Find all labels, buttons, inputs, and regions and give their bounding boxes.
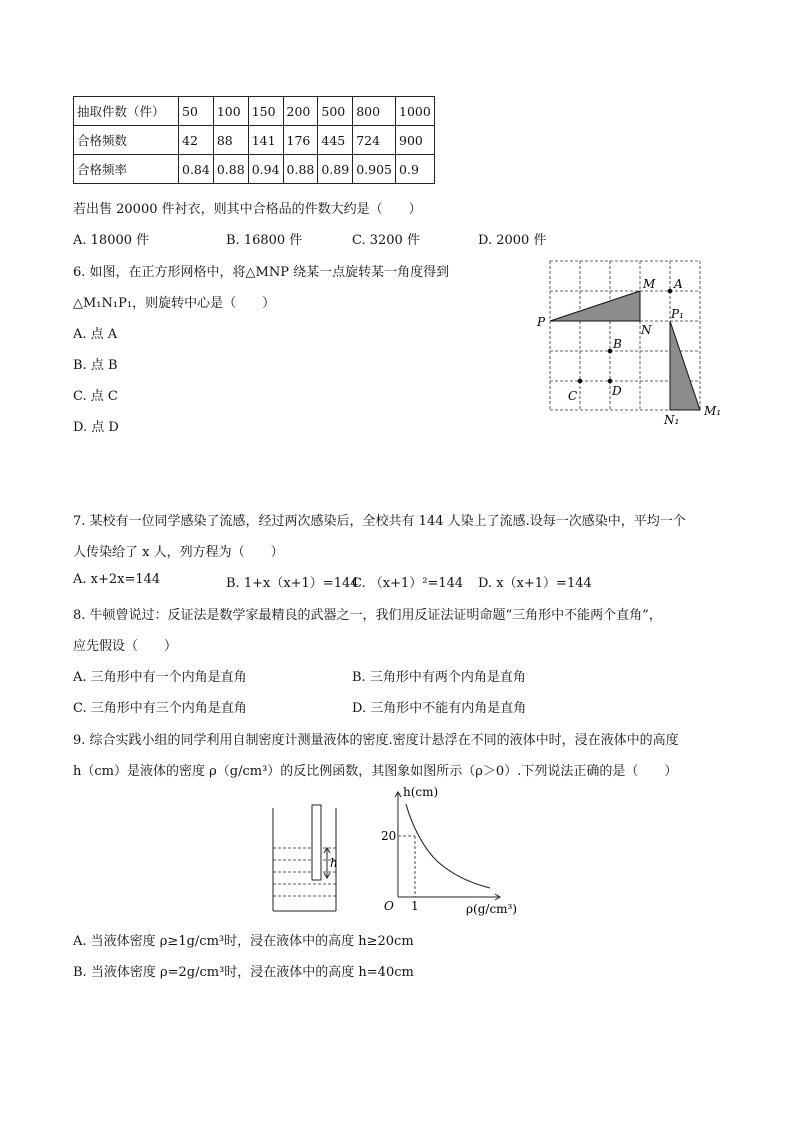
table-cell: 0.88 xyxy=(213,155,248,184)
hydrometer-figure xyxy=(265,800,345,915)
point-c xyxy=(578,379,583,384)
inverse-function-graph xyxy=(375,780,525,920)
q8-stem-line2: 应先假设（ ） xyxy=(73,639,178,654)
label-b: B xyxy=(613,337,622,351)
q9-stem-line1: 9. 综合实践小组的同学利用自制密度计测量液体的密度.密度计悬浮在不同的液体中时，浸在液体中的高度 xyxy=(73,733,679,748)
hydrometer-tube xyxy=(312,805,321,880)
table-cell: 900 xyxy=(396,126,435,155)
table-cell: 445 xyxy=(318,126,353,155)
table-cell: 200 xyxy=(283,97,318,126)
q8-option-b: B. 三角形中有两个内角是直角 xyxy=(352,670,526,685)
table-cell: 42 xyxy=(179,126,214,155)
depth-label: h xyxy=(330,856,338,870)
point-a xyxy=(668,289,673,294)
table-cell: 724 xyxy=(353,126,396,155)
table-row xyxy=(74,155,435,184)
row-header: 抽取件数（件） xyxy=(74,97,179,126)
table-cell: 0.84 xyxy=(179,155,214,184)
q8-option-a: A. 三角形中有一个内角是直角 xyxy=(73,670,247,685)
q9-stem-line2: h（cm）是液体的密度 ρ（g/cm³）的反比例函数，其图象如图所示（ρ＞0）.下列说法正确的是（ ） xyxy=(73,764,678,779)
q5-option-d: D. 2000 件 xyxy=(478,233,547,248)
q8-option-c: C. 三角形中有三个内角是直角 xyxy=(73,701,247,716)
y-axis-label: h(cm) xyxy=(403,785,439,799)
q6-option-c: C. 点 C xyxy=(73,389,118,404)
q7-stem-line1: 7. 某校有一位同学感染了流感，经过两次感染后，全校共有 144 人染上了流感.设每一次感染中，平均一个 xyxy=(73,514,686,529)
q7-option-a: A. x+2x=144 xyxy=(73,572,161,587)
q6-option-d: D. 点 D xyxy=(73,420,119,435)
label-n: N xyxy=(641,323,652,337)
table-cell: 1000 xyxy=(396,97,435,126)
table-cell: 88 xyxy=(213,126,248,155)
label-m: M xyxy=(643,277,656,291)
label-m1: M₁ xyxy=(704,404,722,418)
table-cell: 176 xyxy=(283,126,318,155)
table-cell: 50 xyxy=(179,97,214,126)
label-n1: N₁ xyxy=(664,413,680,427)
q6-option-a: A. 点 A xyxy=(73,327,118,342)
q7-option-b: B. 1+x（x+1）=144 xyxy=(226,576,359,591)
point-d xyxy=(608,379,613,384)
table-row xyxy=(74,97,435,126)
q5-stem: 若出售 20000 件衬衣，则其中合格品的件数大约是（ ） xyxy=(73,202,422,217)
table-cell: 150 xyxy=(248,97,283,126)
inverse-curve xyxy=(406,804,490,888)
row-header: 合格频率 xyxy=(74,155,179,184)
table-cell: 500 xyxy=(318,97,353,126)
q7-option-c: C. （x+1）²=144 xyxy=(352,576,464,591)
label-p1: P₁ xyxy=(671,307,684,321)
label-a: A xyxy=(674,277,683,291)
triangle-m1n1p1 xyxy=(670,321,700,410)
q9-option-b: B. 当液体密度 ρ=2g/cm³时，浸在液体中的高度 h=40cm xyxy=(73,965,414,980)
table-cell: 0.9 xyxy=(396,155,435,184)
rotation-grid-figure xyxy=(530,255,730,430)
label-d: D xyxy=(612,384,622,398)
x-axis-label: ρ(g/cm³) xyxy=(466,902,518,916)
table-cell: 0.94 xyxy=(248,155,283,184)
table-cell: 141 xyxy=(248,126,283,155)
y-tick-20: 20 xyxy=(381,829,397,843)
origin-label: O xyxy=(384,899,394,913)
label-p: P xyxy=(537,315,546,329)
row-header: 合格频数 xyxy=(74,126,179,155)
q8-stem-line1: 8. 牛顿曾说过：反证法是数学家最精良的武器之一，我们用反证法证明命题“三角形中不能两个直角”， xyxy=(73,608,662,623)
q6-stem-line2: △M₁N₁P₁，则旋转中心是（ ） xyxy=(73,296,276,311)
q7-option-d: D. x（x+1）=144 xyxy=(478,576,592,591)
label-c: C xyxy=(568,389,578,403)
table-cell: 0.89 xyxy=(318,155,353,184)
q5-option-b: B. 16800 件 xyxy=(226,233,303,248)
q5-option-a: A. 18000 件 xyxy=(73,233,150,248)
q9-option-a: A. 当液体密度 ρ≥1g/cm³时，浸在液体中的高度 h≥20cm xyxy=(73,934,414,949)
table-row xyxy=(74,126,435,155)
q5-option-c: C. 3200 件 xyxy=(352,233,420,248)
table-cell: 0.905 xyxy=(353,155,396,184)
table-cell: 100 xyxy=(213,97,248,126)
point-b xyxy=(608,349,613,354)
table-cell: 0.88 xyxy=(283,155,318,184)
q6-stem-line1: 6. 如图，在正方形网格中，将△MNP 绕某一点旋转某一角度得到 xyxy=(73,265,450,280)
q8-option-d: D. 三角形中不能有内角是直角 xyxy=(352,701,527,716)
frequency-table xyxy=(73,96,435,184)
x-tick-1: 1 xyxy=(411,899,419,913)
triangle-mnp xyxy=(550,291,640,321)
table-cell: 800 xyxy=(353,97,396,126)
q7-stem-line2: 人传染给了 x 人，列方程为（ ） xyxy=(73,545,284,560)
q6-option-b: B. 点 B xyxy=(73,358,118,373)
